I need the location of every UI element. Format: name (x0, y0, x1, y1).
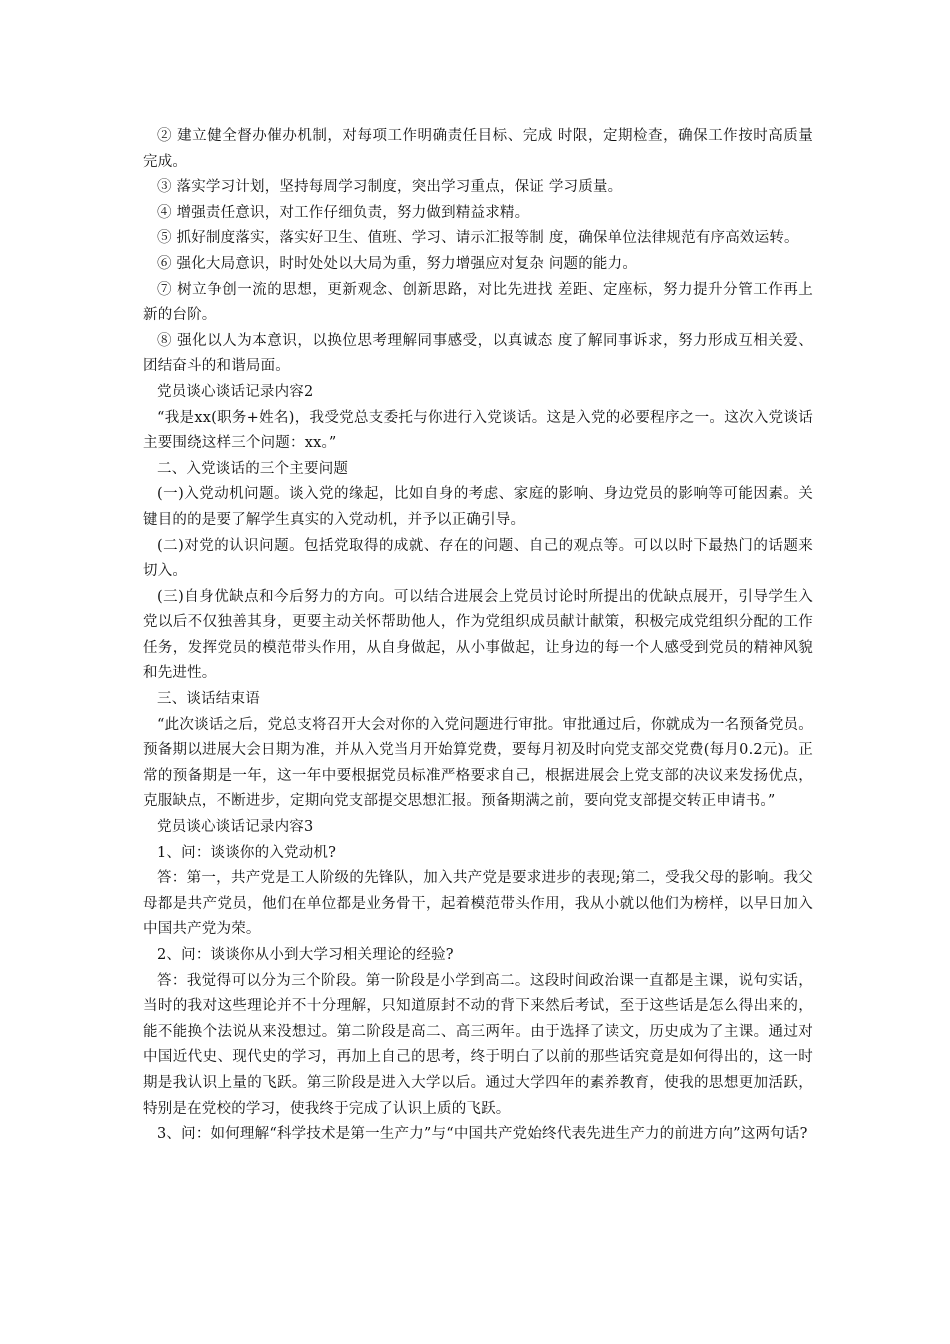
list-item-5: ⑤ 抓好制度落实，落实好卫生、值班、学习、请示汇报等制 度，确保单位法律规范有序高效运转。 (157, 230, 799, 247)
question-three-paragraph: (三)自身优缺点和今后努力的方向。可以结合进展会上党员讨论时所提出的优缺点展开，引导学生入党以后不仅独善其身，更要主动关怀帮助他人，作为党组织成员献计献策，积极完成党组织分配的工作任务，发挥党员的模范带头作用，从自身做起，从小事做起，让身边的每一个人感受到党员的精神风貌和先进性。 (143, 588, 813, 682)
question-two-paragraph: (二)对党的认识问题。包括党取得的成就、存在的问题、自己的观点等。可以以时下最热门的话题来切入。 (143, 537, 813, 580)
section-heading-three-questions: 二、入党谈话的三个主要问题 (157, 460, 349, 477)
question-one-paragraph: (一)入党动机问题。谈入党的缘起，比如自身的考虑、家庭的影响、身边党员的影响等可能因素。关键目的的是要了解学生真实的入党动机，并予以正确引导。 (143, 486, 813, 528)
interview-answer-1: 答：第一，共产党是工人阶级的先锋队，加入共产党是要求进步的表现;第二，受我父母的影响。我父母都是共产党员，他们在单位都是业务骨干，起着模范带头作用，我从小就以他们为榜样，以早日加入中国共产党为荣。 (143, 870, 813, 938)
section-heading-content-3: 党员谈心谈话记录内容3 (157, 819, 314, 836)
list-item-6: ⑥ 强化大局意识，时时处处以大局为重，努力增强应对复杂 问题的能力。 (157, 255, 638, 272)
list-item-3: ③ 落实学习计划，坚持每周学习制度，突出学习重点，保证 学习质量。 (157, 179, 623, 196)
interview-question-2: 2、问：谈谈你从小到大学习相关理论的经验? (157, 947, 454, 963)
list-item-8: ⑧ 强化以人为本意识，以换位思考理解同事感受，以真诚态 度了解同事诉求，努力形成互相关爱、团结奋斗的和谐局面。 (143, 332, 813, 375)
section-heading-content-2: 党员谈心谈话记录内容2 (157, 383, 314, 400)
list-item-2: ② 建立健全督办催办机制，对每项工作明确责任目标、完成 时限，定期检查，确保工作按时高质量完成。 (143, 128, 813, 170)
interview-question-1: 1、问：谈谈你的入党动机? (157, 844, 337, 861)
list-item-4: ④ 增强责任意识，对工作仔细负责，努力做到精益求精。 (157, 204, 530, 221)
opening-quote-paragraph: “我是xx(职务+姓名)，我受党总支委托与你进行入党谈话。这是入党的必要程序之一。这次入党谈话主要围绕这样三个问题：xx。” (143, 409, 813, 452)
list-item-7: ⑦ 树立争创一流的思想，更新观念、创新思路，对比先进找 差距、定座标，努力提升分管工作再上新的台阶。 (143, 281, 813, 324)
interview-question-3: 3、问：如何理解“科学技术是第一生产力”与“中国共产党始终代表先进生产力的前进方向”这两句话? (157, 1126, 808, 1143)
document-body (143, 124, 813, 1148)
interview-answer-2: 答：我觉得可以分为三个阶段。第一阶段是小学到高二。这段时间政治课一直都是主课，说句实话，当时的我对这些理论并不十分理解，只知道原封不动的背下来然后考试，至于这些话是怎么得出来的，能不能换个法说从来没想过。第二阶段是高二、高三两年。由于选择了读文，历史成为了主课。通过对中国近代史、现代史的学习，再加上自己的思考，终于明白了以前的那些话究竟是如何得出的，这一时期是我认识上量的飞跃。第三阶段是进入大学以后。通过大学四年的素养教育，使我的思想更加活跃，特别是在党校的学习，使我终于完成了认识上质的飞跃。 (143, 972, 813, 1117)
section-heading-closing: 三、谈话结束语 (157, 691, 260, 708)
closing-quote-paragraph: “此次谈话之后，党总支将召开大会对你的入党问题进行审批。审批通过后，你就成为一名预备党员。预备期以进展大会日期为准，并从入党当月开始算党费，要每月初及时向党支部交党费(每月0.2元)。正常的预备期是一年，这一年中要根据党员标准严格要求自己，根据进展会上党支部的决议来发扬优点，克服缺点，不断进步，定期向党支部提交思想汇报。预备期满之前，要向党支部提交转正申请书。” (143, 716, 813, 810)
